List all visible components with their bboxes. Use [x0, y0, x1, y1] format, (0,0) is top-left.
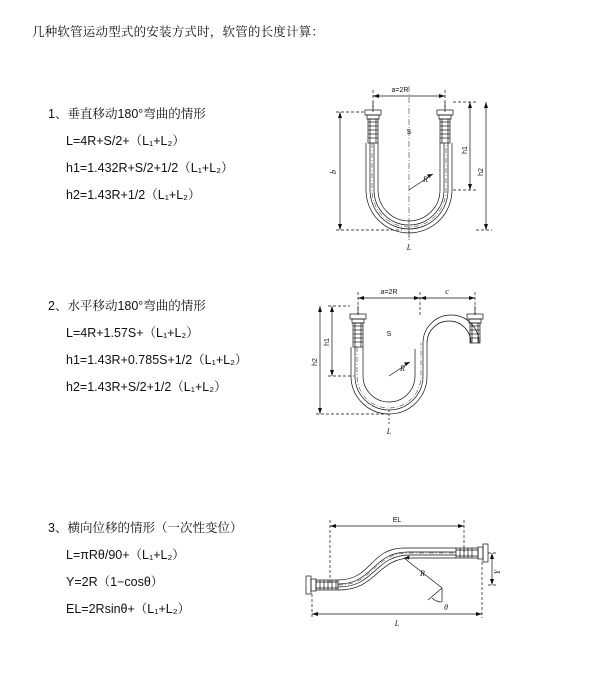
svg-text:a=2R: a=2R: [391, 87, 409, 94]
svg-text:h1: h1: [324, 338, 331, 346]
horizontal-180-bend-diagram: [310, 276, 510, 456]
svg-text:R: R: [400, 364, 405, 373]
svg-text:h2: h2: [312, 358, 319, 366]
svg-text:L: L: [394, 619, 400, 628]
section-1-text: [48, 104, 318, 212]
svg-text:θ: θ: [444, 603, 448, 612]
page-title: 几种软管运动型式的安装方式时，软管的长度计算：: [32, 25, 325, 39]
section-1-title: 1、垂直移动180°弯曲的情形: [48, 107, 206, 121]
section-3-formula-2: Y=2R（1−cosθ）: [66, 575, 164, 589]
section-2-formula-2: h1=1.43R+0.785S+1/2（L₁+L₂）: [66, 353, 248, 367]
svg-text:h2: h2: [478, 168, 485, 176]
section-2-text: [48, 296, 318, 404]
section-3-title: 3、横向位移的情形（一次性变位）: [48, 521, 243, 535]
svg-text:b: b: [329, 170, 338, 174]
svg-text:R: R: [423, 175, 428, 184]
svg-text:a=2R: a=2R: [380, 289, 398, 296]
svg-text:h1: h1: [462, 146, 469, 154]
section-1-formula-2: h1=1.432R+S/2+1/2（L₁+L₂）: [66, 161, 234, 175]
section-1-formula-3: h2=1.43R+1/2（L₁+L₂）: [66, 188, 201, 202]
svg-text:L: L: [406, 243, 412, 252]
section-3-formula-1: L=πRθ/90+（L₁+L₂）: [66, 548, 185, 562]
svg-text:S: S: [406, 129, 412, 136]
svg-text:R: R: [420, 569, 425, 578]
section-2-formula-1: L=4R+1.57S+（L₁+L₂）: [66, 326, 199, 340]
lateral-offset-diagram: [292, 506, 507, 646]
vertical-180-bend-diagram: [310, 72, 510, 282]
svg-text:S: S: [386, 331, 392, 338]
section-2-title: 2、水平移动180°弯曲的情形: [48, 299, 206, 313]
section-1-formula-1: L=4R+S/2+（L₁+L₂）: [66, 134, 185, 148]
svg-text:c: c: [445, 287, 449, 296]
section-3-text: [48, 518, 318, 626]
svg-text:EL: EL: [392, 517, 402, 524]
section-2-formula-3: h2=1.43R+S/2+1/2（L₁+L₂）: [66, 380, 227, 394]
svg-text:L: L: [386, 427, 392, 436]
svg-text:Y: Y: [493, 569, 502, 575]
section-3-formula-3: EL=2Rsinθ+（L₁+L₂）: [66, 602, 191, 616]
